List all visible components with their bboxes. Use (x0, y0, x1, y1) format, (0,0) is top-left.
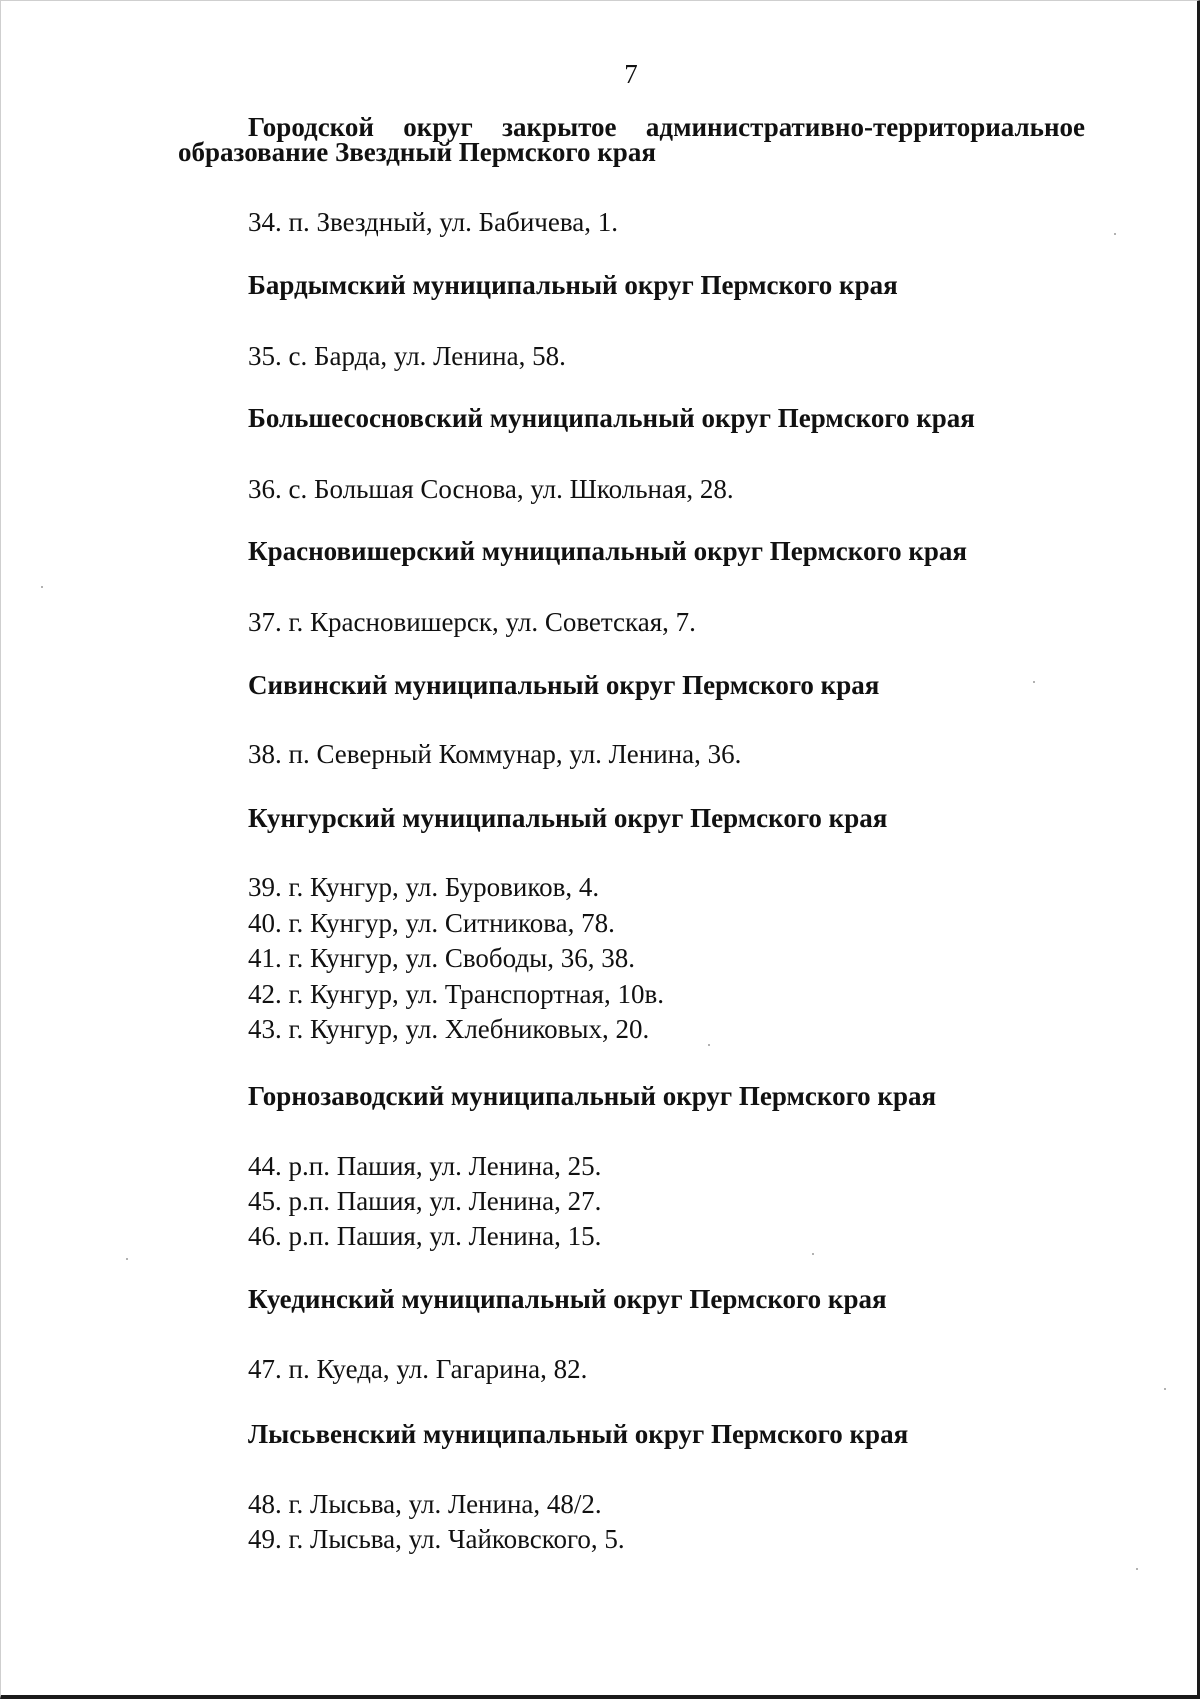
scan-speck (1164, 1388, 1166, 1390)
section-heading: Бардымский муниципальный округ Пермского края (248, 270, 898, 300)
section-heading: Сивинский муниципальный округ Пермского края (248, 670, 880, 700)
address-entry: 47. п. Куеда, ул. Гагарина, 82. (248, 1354, 588, 1384)
address-entry: 35. с. Барда, ул. Ленина, 58. (248, 341, 566, 371)
scan-speck (1114, 233, 1116, 235)
scan-speck (1136, 1568, 1138, 1570)
address-entry: 36. с. Большая Соснова, ул. Школьная, 28. (248, 474, 734, 504)
address-entry: 46. р.п. Пашия, ул. Ленина, 15. (248, 1221, 602, 1251)
address-entry: 41. г. Кунгур, ул. Свободы, 36, 38. (248, 943, 635, 973)
address-entry: 48. г. Лысьва, ул. Ленина, 48/2. (248, 1489, 602, 1519)
heading-line-1: Городской округ закрытое административно-территориальное (248, 112, 1085, 142)
address-entry: 39. г. Кунгур, ул. Буровиков, 4. (248, 872, 600, 902)
scan-speck (1033, 681, 1035, 683)
section-heading: Большесосновский муниципальный округ Пермского края (248, 403, 975, 433)
address-entry: 43. г. Кунгур, ул. Хлебниковых, 20. (248, 1014, 650, 1044)
section-heading: Горнозаводский муниципальный округ Пермского края (248, 1081, 937, 1111)
section-heading: Лысьвенский муниципальный округ Пермского края (248, 1419, 909, 1449)
page-number: 7 (624, 59, 638, 89)
address-entry: 34. п. Звездный, ул. Бабичева, 1. (248, 207, 618, 237)
address-entry: 45. р.п. Пашия, ул. Ленина, 27. (248, 1186, 602, 1216)
section-heading: Кунгурский муниципальный округ Пермского края (248, 803, 888, 833)
address-entry: 38. п. Северный Коммунар, ул. Ленина, 36. (248, 739, 742, 769)
district-heading-zvezdny (178, 112, 1085, 167)
scan-speck (41, 586, 43, 588)
address-entry: 42. г. Кунгур, ул. Транспортная, 10в. (248, 979, 664, 1009)
section-heading: Куединский муниципальный округ Пермского края (248, 1284, 887, 1314)
section-heading: Красновишерский муниципальный округ Пермского края (248, 536, 967, 566)
address-entry: 49. г. Лысьва, ул. Чайковского, 5. (248, 1524, 625, 1554)
scan-speck (812, 1253, 814, 1255)
heading-line-2: образование Звездный Пермского края (178, 137, 656, 167)
address-entry: 40. г. Кунгур, ул. Ситникова, 78. (248, 908, 615, 938)
scan-speck (708, 1044, 710, 1046)
scan-speck (126, 1258, 128, 1260)
address-entry: 37. г. Красновишерск, ул. Советская, 7. (248, 607, 696, 637)
address-entry: 44. р.п. Пашия, ул. Ленина, 25. (248, 1151, 602, 1181)
